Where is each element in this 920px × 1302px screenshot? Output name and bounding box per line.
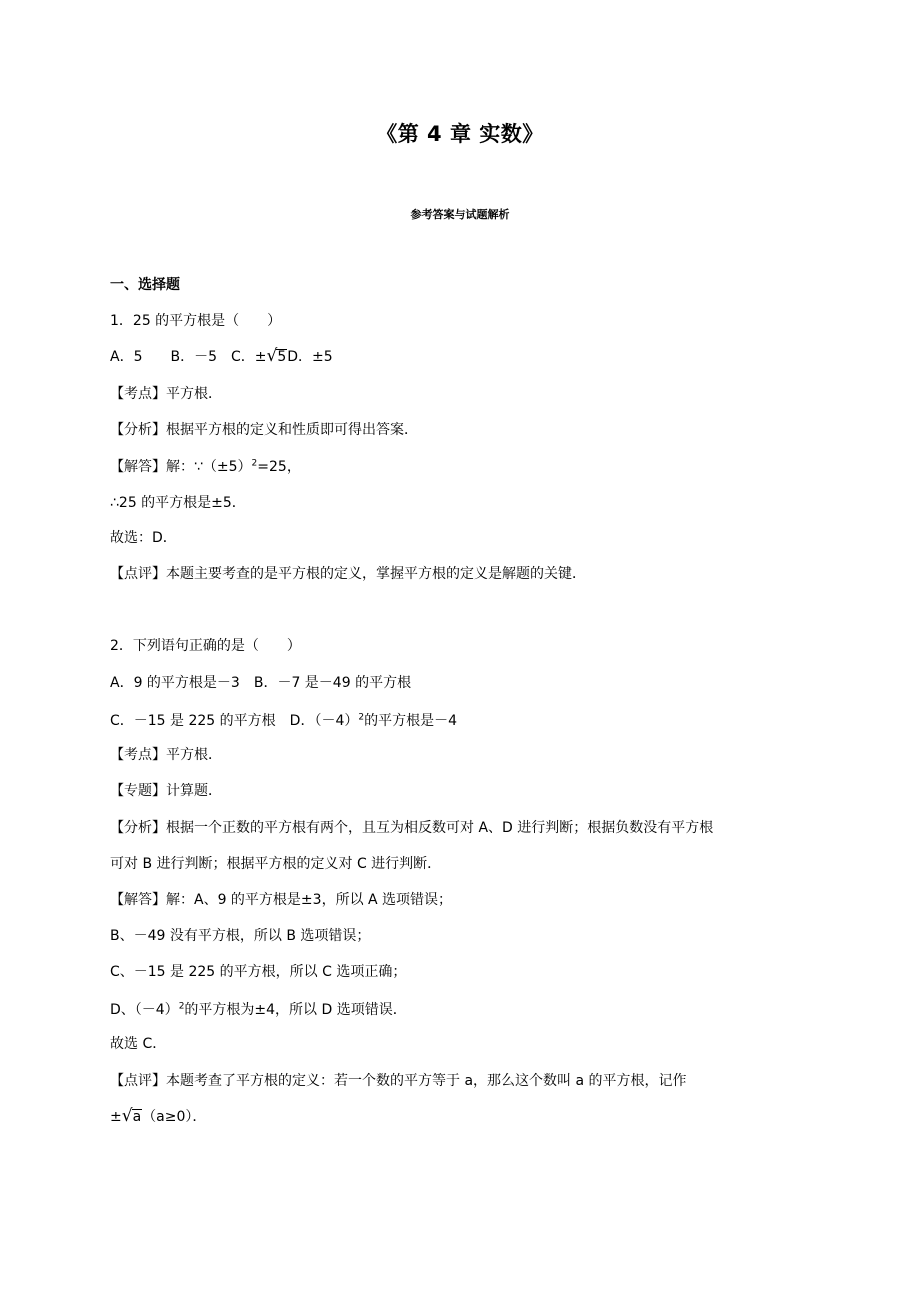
section-heading: 一、选择题 (110, 277, 180, 293)
q2-kaodian: 【考点】平方根． (110, 747, 222, 763)
q2-dianping-post: （a≥0）． (142, 1109, 207, 1125)
q1-kaodian: 【考点】平方根． (110, 386, 222, 402)
q1-option-d: D．±5 (287, 349, 333, 365)
q2-jieda-c: C、－15 是 225 的平方根，所以 C 选项正确； (110, 964, 407, 980)
q2-option-d-post: 的平方根是－4 (364, 713, 458, 729)
sqrt-radicand: a (132, 1109, 142, 1125)
sqrt-icon: √ (121, 1106, 133, 1126)
q2-dianping-2 (110, 1106, 206, 1127)
q2-option-d-exp: 2 (358, 712, 365, 723)
sqrt-icon: √ (266, 346, 278, 366)
q2-jieda-a: 【解答】解：A、9 的平方根是±3，所以 A 选项错误； (110, 892, 453, 908)
sqrt-a (122, 1106, 142, 1127)
sqrt-radicand: 5 (277, 349, 287, 365)
q1-fenxi: 【分析】根据平方根的定义和性质即可得出答案． (110, 422, 418, 438)
q2-zhuanti: 【专题】计算题． (110, 783, 222, 799)
q1-options (110, 346, 333, 367)
q1-jieda-pre: 【解答】解：∵（±5） (110, 459, 252, 475)
q2-jieda-d (110, 1000, 407, 1020)
q1-jieda (110, 457, 301, 477)
q2-stem: 2．下列语句正确的是（ ） (110, 638, 301, 654)
sqrt-five (267, 346, 288, 367)
q2-jieda-b: B、－49 没有平方根，所以 B 选项错误； (110, 928, 371, 944)
q1-choose: 故选：D． (110, 530, 177, 546)
q2-options-ab: A．9 的平方根是－3 B．－7 是－49 的平方根 (110, 675, 412, 691)
q2-fenxi-2: 可对 B 进行判断；根据平方根的定义对 C 进行判断． (110, 856, 442, 872)
q2-option-c: C．－15 是 225 的平方根 D．（－4） (110, 713, 359, 729)
q2-dianping-1: 【点评】本题考查了平方根的定义：若一个数的平方等于 a，那么这个数叫 a 的平方根，记作 (110, 1073, 687, 1089)
q2-jieda-d-post: 的平方根为±4，所以 D 选项错误． (184, 1002, 407, 1018)
q2-dianping-pm: ± (110, 1109, 122, 1125)
q2-jieda-d-pre: D、（－4） (110, 1002, 179, 1018)
q1-therefore: ∴25 的平方根是±5． (110, 495, 246, 511)
q1-jieda-post: =25， (257, 459, 301, 475)
q2-jieda-d-exp: 2 (178, 1001, 185, 1012)
q1-options-abc: A．5 B．－5 C．± (110, 349, 267, 365)
q2-options-cd (110, 711, 457, 731)
page-title: 《第 4 章 实数》 (376, 122, 544, 146)
q2-fenxi-1: 【分析】根据一个正数的平方根有两个，且互为相反数可对 A、D 进行判断；根据负数没有平方根 (110, 820, 714, 836)
q1-dianping: 【点评】本题主要考查的是平方根的定义，掌握平方根的定义是解题的关键． (110, 566, 586, 582)
page-subtitle: 参考答案与试题解析 (410, 208, 510, 221)
q2-choose: 故选 C． (110, 1036, 167, 1052)
q1-stem: 1．25 的平方根是（ ） (110, 313, 282, 329)
q1-jieda-exp: 2 (251, 458, 258, 469)
